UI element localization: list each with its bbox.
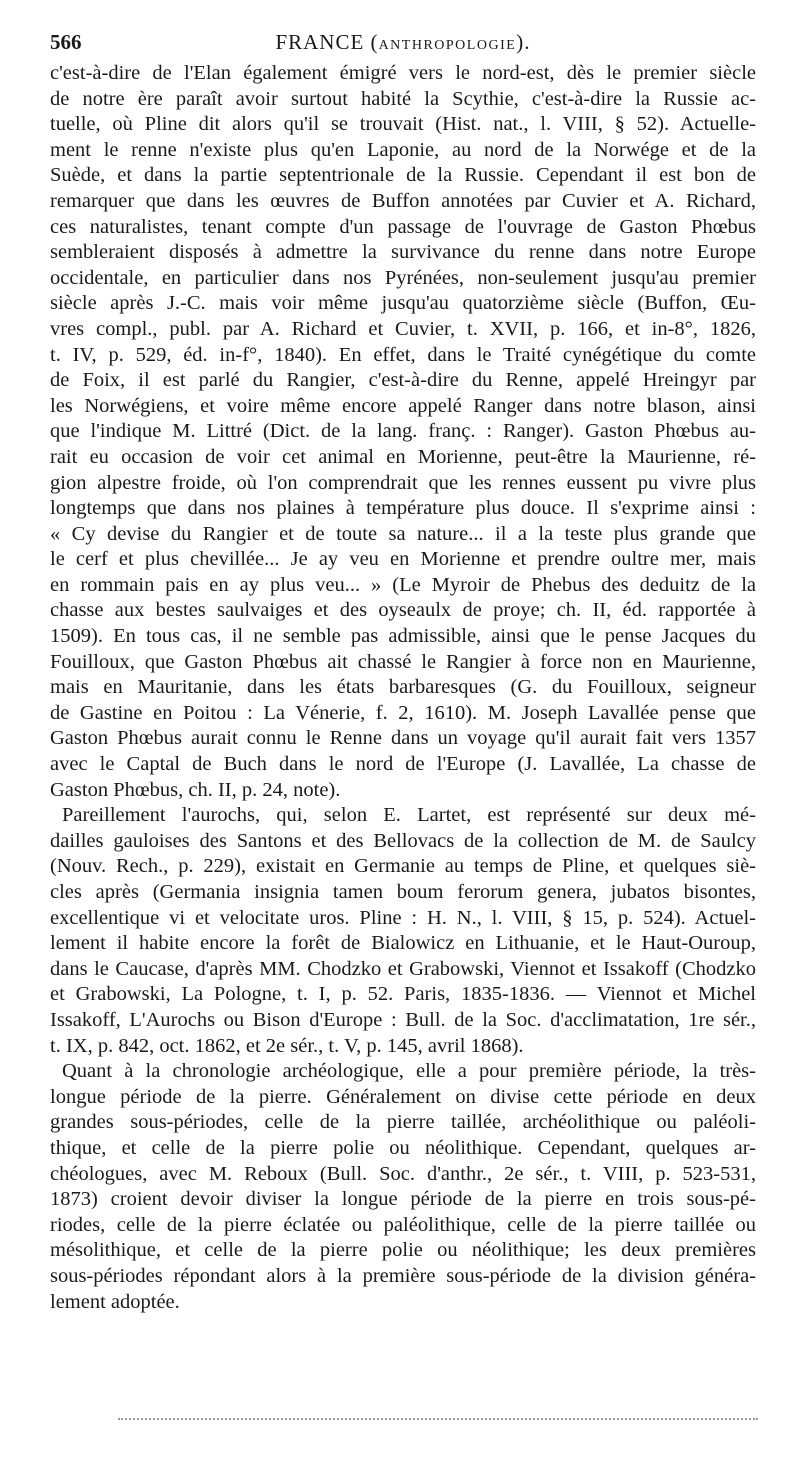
text-line: de Foix, il est parlé du Rangier, c'est-à-dire du Renne, appelé Hreingyr par bbox=[50, 369, 756, 392]
text-line: ment le renne n'existe plus qu'en Laponie, au nord de la Norwége et de la bbox=[50, 138, 756, 161]
footer-dotted-rule bbox=[118, 1418, 758, 1422]
body-text bbox=[50, 61, 756, 1315]
text-line: Suède, et dans la partie septentrionale de la Russie. Cependant il est bon de bbox=[50, 164, 756, 187]
page-header bbox=[50, 30, 756, 60]
text-line: en rommain pais en ay plus veu... » (Le Myroir de Phebus des deduitz de la bbox=[50, 573, 756, 596]
text-line: remarquer que dans les œuvres de Buffon annotées par Cuvier et A. Richard, bbox=[50, 189, 756, 212]
page-number: 566 bbox=[50, 30, 82, 54]
text-line: 1873) croient devoir diviser la longue période de la pierre en trois sous-pé- bbox=[50, 1188, 756, 1211]
text-line: le cerf et plus chevillée... Je ay veu en Morienne et prendre oultre mer, mais bbox=[50, 548, 756, 571]
running-head-end: ). bbox=[516, 30, 531, 54]
text-line: c'est-à-dire de l'Elan également émigré vers le nord-est, dès le premier siècle bbox=[50, 62, 756, 84]
text-line: Pareillement l'aurochs, qui, selon E. Lartet, est représenté sur deux mé- bbox=[62, 804, 756, 827]
paragraph bbox=[50, 1059, 756, 1315]
text-line: t. IV, p. 529, éd. in-f°, 1840). En effet, dans le Traité cynégétique du comte bbox=[50, 343, 756, 366]
text-line: thique, et celle de la pierre polie ou néolithique. Cependant, quelques ar- bbox=[50, 1136, 756, 1159]
text-line: ces naturalistes, tenant compte d'un passage de l'ouvrage de Gaston Phœbus bbox=[50, 215, 756, 238]
text-line: tuelle, où Pline dit alors qu'il se trouvait (Hist. nat., l. VIII, § 52). Actuelle- bbox=[50, 113, 756, 136]
text-line: grandes sous-périodes, celle de la pierre taillée, archéolithique ou paléoli- bbox=[50, 1111, 756, 1134]
text-line: occidentale, en particulier dans nos Pyrénées, non-seulement jusqu'au premier bbox=[50, 266, 756, 289]
text-line: Fouilloux, que Gaston Phœbus ait chassé le Rangier à force non en Maurienne, bbox=[50, 650, 756, 673]
running-head bbox=[50, 30, 756, 55]
text-line: de notre ère paraît avoir surtout habité la Scythie, c'est-à-dire la Russie ac- bbox=[50, 87, 756, 110]
text-line: mésolithique, et celle de la pierre polie ou néolithique; les deux premières bbox=[50, 1239, 756, 1262]
text-line: t. IX, p. 842, oct. 1862, et 2e sér., t. V, p. 145, avril 1868). bbox=[50, 1034, 524, 1057]
text-line: 1509). En tous cas, il ne semble pas admissible, ainsi que le pense Jacques du bbox=[50, 625, 756, 648]
text-line: longue période de la pierre. Généralement on divise cette période en deux bbox=[50, 1085, 756, 1108]
text-line: lement adoptée. bbox=[50, 1290, 180, 1313]
text-line: (Nouv. Rech., p. 229), existait en Germanie au temps de Pline, et quelques siè- bbox=[50, 855, 756, 878]
text-line: Gaston Phœbus, ch. II, p. 24, note). bbox=[50, 778, 341, 801]
text-line: rait eu occasion de voir cet animal en Morienne, peut-être la Maurienne, ré- bbox=[50, 445, 756, 468]
text-line: excellentique vi et velocitate uros. Pline : H. N., l. VIII, § 15, p. 524). Actuel- bbox=[50, 906, 756, 929]
text-line: riodes, celle de la pierre éclatée ou paléolithique, celle de la pierre taillée ou bbox=[50, 1213, 756, 1236]
text-line: chasse aux bestes saulvaiges et des oyseaulx de proye; ch. II, éd. rapportée à bbox=[50, 599, 756, 622]
text-line: vres compl., publ. par A. Richard et Cuvier, t. XVII, p. 166, et in-8°, 1826, bbox=[50, 317, 756, 340]
running-head-subtitle: ANTHROPOLOGIE bbox=[378, 38, 517, 53]
text-line: Issakoff, L'Aurochs ou Bison d'Europe : Bull. de la Soc. d'acclimatation, 1re sér., bbox=[50, 1008, 756, 1031]
text-line: sembleraient disposés à admettre la survivance du renne dans notre Europe bbox=[50, 241, 756, 264]
text-line: gion alpestre froide, où l'on comprendrait que les rennes eussent pu vivre plus bbox=[50, 471, 756, 494]
text-line: « Cy devise du Rangier et de toute sa nature... il a la teste plus grande que bbox=[50, 522, 756, 545]
text-line: de Gastine en Poitou : La Vénerie, f. 2, 1610). M. Joseph Lavallée pense que bbox=[50, 701, 756, 724]
text-line: que l'indique M. Littré (Dict. de la lang. franç. : Ranger). Gaston Phœbus au- bbox=[50, 420, 756, 443]
paragraph bbox=[50, 803, 756, 1059]
text-line: et Grabowski, La Pologne, t. I, p. 52. Paris, 1835-1836. — Viennot et Michel bbox=[50, 983, 756, 1006]
paragraph bbox=[50, 61, 756, 803]
text-line: dailles gauloises des Santons et des Bellovacs de la collection de M. de Saulcy bbox=[50, 829, 756, 852]
text-line: siècle après J.-C. mais voir même jusqu'au quatorzième siècle (Buffon, Œu- bbox=[50, 292, 756, 315]
text-line: dans le Caucase, d'après MM. Chodzko et Grabowski, Viennot et Issakoff (Chodzko bbox=[50, 957, 756, 980]
text-line: sous-périodes répondant alors à la première sous-période de la division généra- bbox=[50, 1264, 756, 1287]
text-line: chéologues, avec M. Reboux (Bull. Soc. d'anthr., 2e sér., t. VIII, p. 523-531, bbox=[50, 1162, 756, 1185]
text-line: lement il habite encore la forêt de Bialowicz en Lithuanie, et le Haut-Ouroup, bbox=[50, 932, 756, 955]
text-line: cles après (Germania insignia tamen boum ferorum genera, jubatos bisontes, bbox=[50, 881, 756, 903]
text-line: Quant à la chronologie archéologique, elle a pour première période, la très- bbox=[62, 1060, 756, 1083]
running-head-main: FRANCE ( bbox=[275, 30, 379, 54]
text-line: Gaston Phœbus aurait connu le Renne dans un voyage qu'il aurait fait vers 1357 bbox=[50, 727, 756, 750]
text-line: longtemps que dans nos plaines à température plus douce. Il s'exprime ainsi : bbox=[50, 497, 756, 520]
text-line: les Norwégiens, et voire même encore appelé Ranger dans notre blason, ainsi bbox=[50, 394, 756, 417]
text-line: avec le Captal de Buch dans le nord de l'Europe (J. Lavallée, La chasse de bbox=[50, 753, 756, 776]
text-line: mais en Mauritanie, dans les états barbaresques (G. du Fouilloux, seigneur bbox=[50, 676, 756, 699]
